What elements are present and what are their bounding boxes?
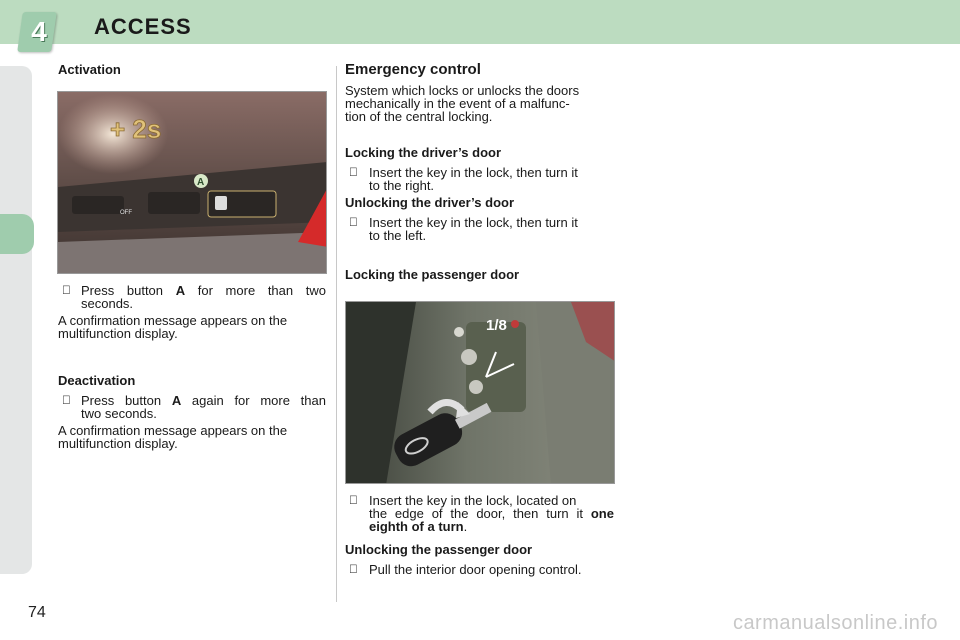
- activation-figure: [57, 91, 327, 274]
- bullet-icon: [349, 494, 358, 507]
- page-title: ACCESS: [94, 14, 192, 39]
- deactivation-heading: Deactivation: [58, 373, 136, 388]
- passenger-door-illustration: [346, 302, 615, 484]
- duration-label: + 2s: [110, 114, 162, 144]
- emergency-heading: Emergency control: [345, 61, 481, 78]
- unlock-driver-line1: Insert the key in the lock, then turn it: [369, 215, 578, 230]
- intro-line1: System which locks or unlocks the doors: [345, 83, 580, 98]
- lock-driver-heading: Locking the driver’s door: [345, 145, 502, 160]
- bullet-icon: [62, 284, 71, 297]
- lock-icon: [215, 196, 227, 210]
- bullet-icon: [62, 394, 71, 407]
- watermark: carmanualsonline.info: [732, 612, 938, 634]
- activation-note-line1: A confirmation message appears on the: [58, 313, 288, 328]
- bullet-icon: [349, 563, 358, 576]
- unlock-passenger-heading: Unlocking the passenger door: [345, 542, 533, 557]
- unlock-passenger-line: Pull the interior door opening control.: [369, 562, 582, 577]
- lock-passenger-heading: Locking the passenger door: [345, 267, 520, 282]
- lock-driver-line1: Insert the key in the lock, then turn it: [369, 165, 578, 180]
- activation-note-line2: multifunction display.: [58, 326, 178, 341]
- unlock-driver-heading: Unlocking the driver’s door: [345, 195, 515, 210]
- activation-step-line1: Press button A for more than two: [81, 283, 326, 298]
- activation-heading: Activation: [58, 62, 121, 77]
- unlock-driver-line2: to the left.: [369, 228, 427, 243]
- column-divider: [336, 66, 337, 602]
- side-tab-active-marker: [0, 214, 34, 254]
- page-number: 74: [28, 604, 46, 621]
- eighth-turn-label: 1/8: [486, 317, 507, 334]
- bullet-icon: [349, 166, 358, 179]
- deactivation-step-line1: Press button A again for more than: [81, 393, 326, 408]
- activation-illustration: [58, 92, 327, 274]
- lock-driver-line2: to the right.: [369, 178, 435, 193]
- lock-passenger-line1: Insert the key in the lock, located on: [369, 493, 577, 508]
- deactivation-note-line2: multifunction display.: [58, 436, 178, 451]
- side-tab: [0, 66, 32, 574]
- activation-step-line2: seconds.: [81, 296, 134, 311]
- lock-passenger-line2: the edge of the door, then turn it one: [369, 506, 614, 521]
- button-a-label: A: [197, 177, 205, 188]
- passenger-door-figure: [345, 301, 615, 484]
- lock-passenger-line3: eighth of a turn.: [369, 519, 468, 534]
- intro-line3: tion of the central locking.: [345, 109, 493, 124]
- off-label: OFF: [120, 210, 132, 216]
- deactivation-note-line1: A confirmation message appears on the: [58, 423, 288, 438]
- chapter-number: 4: [31, 16, 47, 47]
- intro-line2: mechanically in the event of a malfunc-: [345, 96, 570, 111]
- bullet-icon: [349, 216, 358, 229]
- deactivation-step-line2: two seconds.: [81, 406, 157, 421]
